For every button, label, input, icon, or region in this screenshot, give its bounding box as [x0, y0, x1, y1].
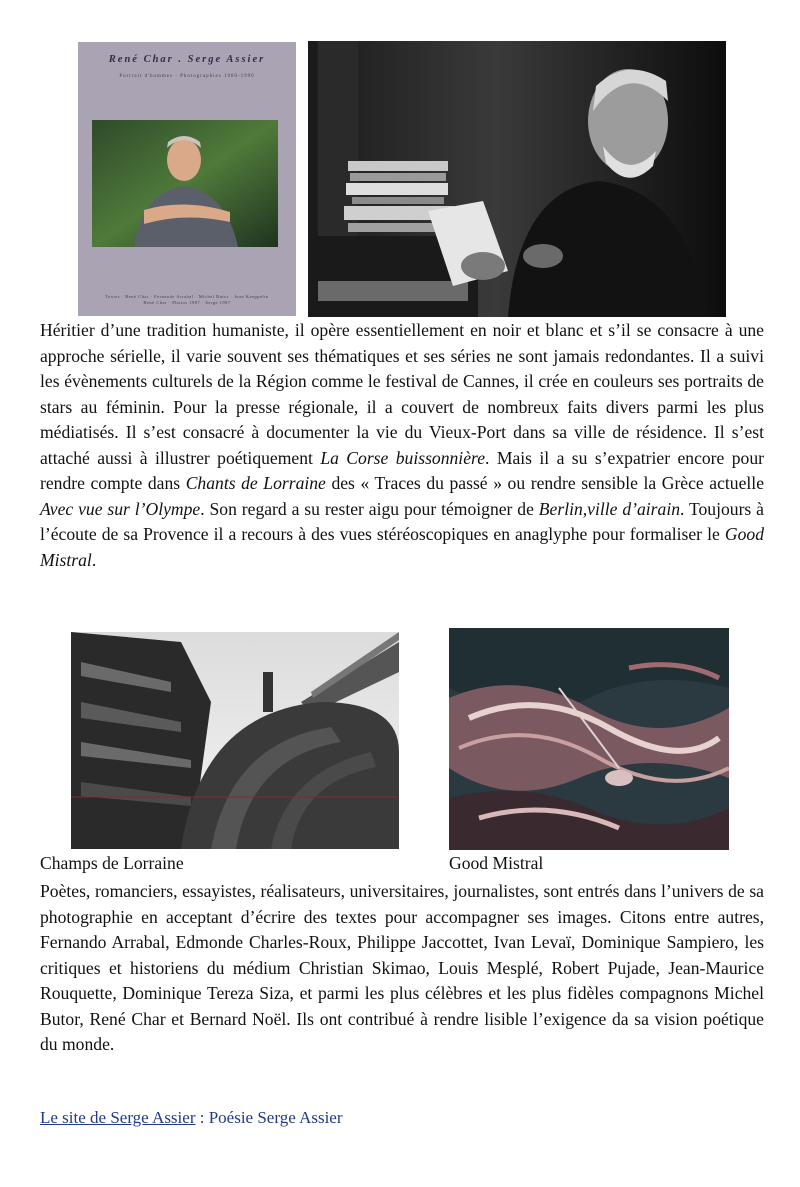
book-cover-image: [78, 42, 296, 316]
paragraph1-text-5: . Toujours à l’écoute de sa Provence il a recours à des vues stéréoscopiques en anaglyphe pour formaliser le: [40, 498, 764, 544]
caption-champs-de-lorraine: Champs de Lorraine: [40, 853, 184, 873]
paragraph1-text-4: . Son regard a su rester aigu pour témoigner de: [200, 498, 539, 519]
paragraph-intro: [40, 318, 764, 573]
cover-portrait-photo: [92, 120, 278, 247]
paragraph1-text-2: . Mais il a su s’expatrier encore pour rendre compte dans: [40, 447, 765, 493]
cover-contributors: [78, 294, 296, 306]
footer-links: [40, 1108, 343, 1128]
poesie-serge-assier-text: Poésie Serge Assier: [208, 1108, 343, 1127]
title-la-corse-buissonniere: La Corse buissonnière: [320, 447, 486, 468]
paragraph1-text-1: Héritier d’une tradition humaniste, il opère essentiellement en noir et blanc et s’il se consacre à une approche sérielle, il varie souvent ses thématiques et ses séries ne sont jamais redondantes. Il a suivi les évènements culturels de la Région comme le festival de Cannes, il crée en couleurs ses portraits de stars au féminin. Pour la presse régionale, il a couvert de nombreux faits divers parmi les plus médiatisés. Il s’est consacré à documenter la vie du Vieux-Port dans sa ville de résidence. Il s’est attaché aussi à illustrer poétiquement: [40, 320, 764, 468]
cover-title: René Char . Serge Assier: [108, 54, 266, 65]
caption-good-mistral: Good Mistral: [449, 853, 544, 873]
good-mistral-photo: [449, 628, 729, 850]
portrait-photo: [308, 41, 726, 317]
champs-de-lorraine-photo: [71, 632, 399, 849]
footer-separator: :: [195, 1108, 209, 1127]
cover-subtitle: Portrait d'hommes · Photographies 1980-1990: [119, 74, 255, 79]
paragraph1-text-3: des « Traces du passé » ou rendre sensible la Grèce actuelle: [325, 473, 764, 493]
cover-names-line1: Textes · René Char · Fernande Arrabal · Michel Butor · Jean Kaeppelin: [105, 294, 269, 299]
title-avec-vue-sur-olympe: Avec vue sur l’Olympe: [40, 498, 201, 519]
paragraph1-text-6: .: [91, 549, 97, 570]
title-chants-de-lorraine: Chants de Lorraine: [185, 473, 326, 493]
title-good-mistral: Good Mistral: [40, 524, 764, 570]
cover-names-line2: René Char · Photos 1987 · Serge 1987: [143, 300, 231, 305]
paragraph-contributors: Poètes, romanciers, essayistes, réalisateurs, universitaires, journalistes, sont entrés dans l’univers de sa photographie en acceptant d’écrire des textes pour accompagner ses images. Citons entre autres, Fernando Arrabal, Edmonde Charles-Roux, Philippe Jaccottet, Ivan Levaï, Dominique Sampiero, les critiques et historiens du médium Christian Skimao, Louis Mesplé, Robert Pujade, Jean-Maurice Rouquette, Dominique Tereza Siza, et parmi les plus célèbres et les plus fidèles compagnons Michel Butor, René Char et Bernard Noël. Ils ont contribué à rendre lisible l’exigence da sa vision poétique du monde.: [40, 881, 764, 1054]
serge-assier-site-link[interactable]: Le site de Serge Assier: [40, 1108, 196, 1127]
title-berlin-ville-dairain: Berlin,ville d’airain: [538, 498, 681, 519]
